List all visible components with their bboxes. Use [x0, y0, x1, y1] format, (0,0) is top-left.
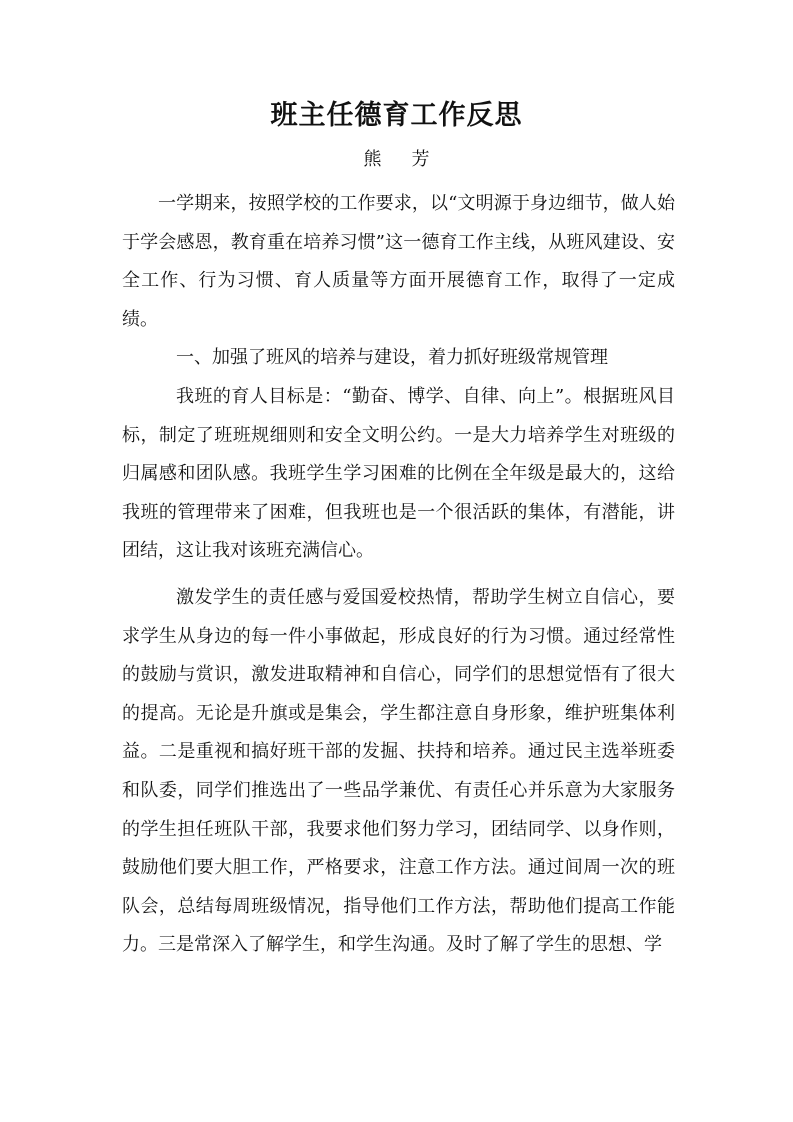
document-body: [122, 185, 675, 965]
intro-paragraph: 一学期来，按照学校的工作要求，以“文明源于身边细节，做人始于学会感恩，教育重在培养习惯”这一德育工作主线，从班风建设、安全工作、行为习惯、育人质量等方面开展德育工作，取得了一定成绩。: [122, 193, 675, 330]
section-heading: 一、加强了班风的培养与建设，着力抓好班级常规管理: [176, 347, 608, 369]
document-author: 熊芳: [363, 149, 460, 170]
body-paragraph: 激发学生的责任感与爱国爱校热情，帮助学生树立自信心，要求学生从身边的每一件小事做起，形成良好的行为习惯。通过经常性的鼓励与赏识，激发进取精神和自信心，同学们的思想觉悟有了很大的提高。无论是升旗或是集会，学生都注意自身形象，维护班集体利益。二是重视和搞好班干部的发掘、扶持和培养。通过民主选举班委和队委，同学们推选出了一些品学兼优、有责任心并乐意为大家服务的学生担任班队干部，我要求他们努力学习，团结同学、以身作则，鼓励他们要大胆工作，严格要求，注意工作方法。通过间周一次的班队会，总结每周班级情况，指导他们工作方法，帮助他们提高工作能力。三是常深入了解学生，和学生沟通。及时了解了学生的思想、学: [122, 586, 675, 956]
body-paragraph: 我班的育人目标是：“勤奋、博学、自律、向上”。根据班风目标，制定了班班规细则和安全文明公约。一是大力培养学生对班级的归属感和团队感。我班学生学习困难的比例在全年级是最大的，这给我班的管理带来了困难，但我班也是一个很活跃的集体，有潜能，讲团结，这让我对该班充满信心。: [122, 385, 675, 562]
document-title: 班主任德育工作反思: [270, 100, 523, 131]
